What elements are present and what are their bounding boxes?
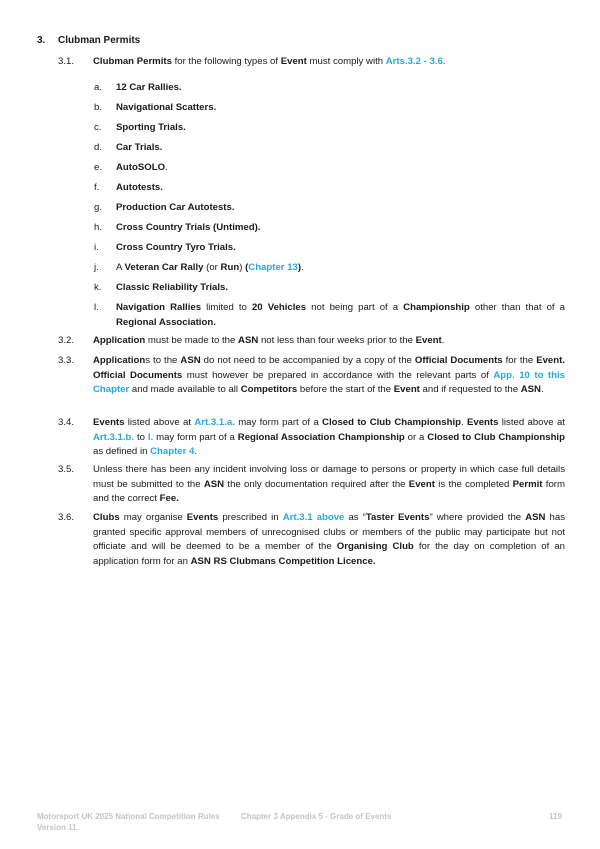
footer-version: Version 11 [37, 823, 77, 832]
list-item: l. Navigation Rallies limited to 20 Vehicles not being part of a Championship other than that of a Regional Association. [94, 302, 565, 328]
clause-number: 3.1. [58, 56, 75, 67]
clause-3-5 [58, 463, 565, 507]
clause-text: Clubs may organise Events prescribed in Art.3.1 above as “Taster Events” where provided the ASN has granted specific approval members of unrecognised clubs or members of the public may participate but not officiate and will be deemed to be a member of the Organising Club for the day on completion of an application form for an ASN RS Clubmans Competition Licence. [93, 512, 565, 567]
list-item [94, 121, 565, 136]
footer-left [37, 811, 220, 833]
item-label: Navigational Scatters. [116, 102, 217, 113]
clause-text: Unless there has been any incident involving loss or damage to persons or property in which case full details must be submitted to the ASN the only documentation required after the Event is the completed Permit form and the correct Fee. [93, 464, 565, 504]
item-label: Car Trials. [116, 142, 163, 153]
link-arts-3-2-3-6[interactable]: Arts.3.2 - 3.6. [385, 56, 446, 67]
item-label: Classic Reliability Trials. [116, 282, 228, 293]
list-item [94, 201, 565, 216]
link-art-3-1-a[interactable]: Art.3.1.a. [194, 417, 235, 428]
section-title: Clubman Permits [58, 35, 141, 46]
link-l[interactable]: l. [147, 431, 154, 443]
clause-3-6 [58, 511, 565, 569]
section-number: 3. [37, 35, 46, 46]
list-item: j. A Veteran Car Rally (or Run) (Chapter 13). [94, 261, 565, 276]
item-letter: e. [94, 162, 103, 173]
link-chapter-4[interactable]: Chapter 4 [150, 446, 195, 457]
list-item [94, 281, 565, 296]
item-label: 12 Car Rallies. [116, 82, 182, 93]
clause-number: 3.4. [58, 417, 75, 428]
clause-text: Events listed above at Art.3.1.a. may form part of a Closed to Club Championship. Events listed above at Art.3.1.b. to l. may form part of a Regional Association Championship or a Closed to Club Championship as defined in Chapter 4. [93, 417, 565, 457]
clause-text: Applications to the ASN do not need to be accompanied by a copy of the Official Documents for the Event. Official Documents must however be prepared in accordance with the relevant parts of App. 10 to this Chapter and made available to all Competitors before the start of the Event and if requested to the ASN. [93, 355, 565, 395]
list-item: e. AutoSOLO. [94, 161, 565, 176]
item-label: Cross Country Trials (Untimed). [116, 222, 261, 233]
link-art-3-1-b[interactable]: Art.3.1.b. [93, 431, 135, 443]
clause-3-1 [58, 55, 565, 70]
item-letter: a. [94, 82, 103, 93]
clause-text: Clubman Permits for the following types of Event must comply with Arts.3.2 - 3.6. [93, 56, 446, 67]
clause-number: 3.5. [58, 464, 75, 475]
page-number: 119 [549, 812, 562, 821]
clause-number: 3.6. [58, 512, 75, 523]
item-label: Sporting Trials. [116, 122, 186, 133]
item-label: AutoSOLO [116, 162, 166, 173]
clause-text: Application must be made to the ASN not less than four weeks prior to the Event. [93, 335, 445, 346]
link-chapter-13[interactable]: Chapter 13 [248, 262, 298, 273]
item-letter: i. [94, 242, 99, 253]
item-label: Production Car Autotests. [116, 202, 235, 213]
clause-3-2 [58, 334, 565, 349]
clause-3-3 [58, 354, 565, 398]
clause-number: 3.2. [58, 335, 75, 346]
footer-chapter: Chapter 3 Appendix 5 - Grade of Events [241, 812, 392, 821]
item-letter: k. [94, 282, 102, 293]
clause-3-4 [58, 416, 565, 460]
list-item [94, 141, 565, 156]
item-letter: b. [94, 102, 103, 113]
link-app-10[interactable]: App. 10 to this Chapter [93, 369, 565, 395]
list-item [94, 101, 565, 116]
item-letter: g. [94, 202, 103, 213]
item-label: Autotests. [116, 182, 163, 193]
list-item [94, 181, 565, 196]
list-item [94, 221, 565, 236]
list-item [94, 81, 565, 96]
footer-rules-title: Motorsport UK 2025 National Competition Rules [37, 812, 220, 821]
item-letter: f. [94, 182, 100, 193]
clause-number: 3.3. [58, 355, 75, 366]
item-letter: l. [94, 302, 99, 313]
list-item [94, 241, 565, 256]
item-letter: j. [94, 262, 99, 273]
item-label: Cross Country Tyro Trials. [116, 242, 236, 253]
item-letter: d. [94, 142, 103, 153]
item-letter: c. [94, 122, 102, 133]
link-art-3-1[interactable]: Art.3.1 above [282, 512, 345, 523]
item-letter: h. [94, 222, 103, 233]
